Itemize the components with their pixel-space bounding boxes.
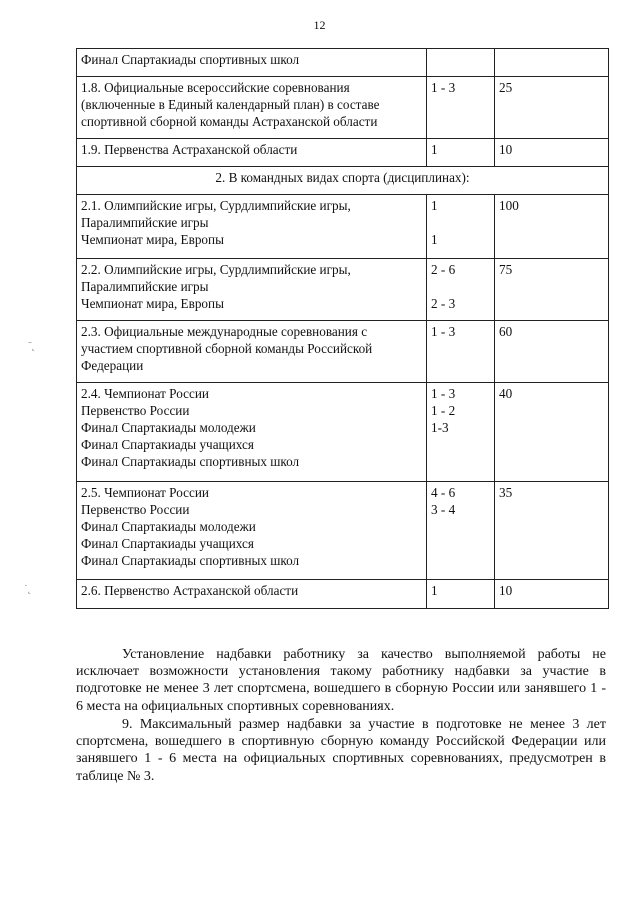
cell-line: 25 [499, 80, 513, 95]
cell-line: 1.8. Официальные всероссийские соревнования [81, 80, 350, 95]
place-cell [427, 580, 495, 609]
cell-line: 4 - 6 [431, 485, 456, 500]
cell-line: 100 [499, 198, 519, 213]
cell-line: 1 [431, 198, 438, 213]
place-cell [427, 259, 495, 321]
cell-line: Финал Спартакиады молодежи [81, 420, 256, 435]
cell-line: 60 [499, 324, 513, 339]
paragraph-2: 9. Максимальный размер надбавки за участие в подготовке не менее 3 лет спортсмена, вошедшего в спортивную сборную команду Российской Федерации или занявшего 1 - 6 места на официальных спортивных соревнованиях, предусмотрен в таблице № 3. [76, 717, 606, 784]
cell-line: Финал Спартакиады спортивных школ [81, 454, 300, 469]
place-cell [427, 139, 495, 167]
cell-line: 1.9. Первенства Астраханской области [81, 142, 298, 157]
margin-mark: ˙˛ [24, 583, 32, 595]
place-cell [427, 77, 495, 139]
cell-line: 2 - 6 [431, 262, 456, 277]
cell-line: 40 [499, 386, 513, 401]
percent-cell [495, 195, 609, 259]
cell-line: 35 [499, 485, 513, 500]
table-row [77, 49, 609, 77]
competition-cell [77, 195, 427, 259]
cell-line: 2.2. Олимпийские игры, Сурдлимпийские игры, [81, 262, 351, 277]
cell-line: Чемпионат мира, Европы [81, 296, 224, 311]
cell-line: Первенство России [81, 502, 190, 517]
cell-line: Паралимпийские игры [81, 215, 209, 230]
place-cell [427, 321, 495, 383]
place-cell [427, 482, 495, 580]
cell-line: Чемпионат мира, Европы [81, 232, 224, 247]
cell-line: 1-3 [431, 420, 449, 435]
table-row [77, 195, 609, 259]
cell-line: 1 [431, 232, 438, 247]
section-heading: 2. В командных видах спорта (дисциплинах): [77, 167, 609, 195]
percent-cell [495, 580, 609, 609]
cell-line: 10 [499, 142, 513, 157]
cell-line: 1 - 3 [431, 386, 456, 401]
cell-line: 2 - 3 [431, 296, 456, 311]
cell-line: спортивной сборной команды Астраханской области [81, 114, 378, 129]
cell-line: 75 [499, 262, 513, 277]
paragraph-1: Установление надбавки работнику за качество выполняемой работы не исключает возможности установления такому работнику надбавки за участие в подготовке не менее 3 лет спортсмена, вошедшего в сборную России или занявшего 1 - 6 места на официальных спортивных соревнованиях. [76, 647, 606, 714]
cell-line [431, 214, 490, 231]
cell-line: Финал Спартакиады молодежи [81, 519, 256, 534]
cell-line: 3 - 4 [431, 502, 456, 517]
cell-line: (включенные в Единый календарный план) в составе [81, 97, 380, 112]
place-cell [427, 383, 495, 482]
table-row [77, 383, 609, 482]
cell-line: участием спортивной сборной команды Российской [81, 341, 373, 356]
table-row [77, 139, 609, 167]
awards-table [76, 48, 609, 609]
competition-cell [77, 580, 427, 609]
competition-cell [77, 383, 427, 482]
competition-cell [77, 139, 427, 167]
table-row [77, 259, 609, 321]
cell-line: Финал Спартакиады спортивных школ [81, 52, 300, 67]
cell-line: 2.4. Чемпионат России [81, 386, 209, 401]
cell-line: 10 [499, 583, 513, 598]
place-cell [427, 195, 495, 259]
cell-line: Финал Спартакиады учащихся [81, 437, 254, 452]
cell-line: Первенство России [81, 403, 190, 418]
cell-line: Федерации [81, 358, 144, 373]
percent-cell [495, 259, 609, 321]
cell-line: 1 [431, 583, 438, 598]
margin-mark: ˜˛ [28, 340, 36, 352]
cell-line: 2.5. Чемпионат России [81, 485, 209, 500]
cell-line [431, 278, 490, 295]
cell-line: 1 - 2 [431, 403, 456, 418]
percent-cell [495, 383, 609, 482]
cell-line: Финал Спартакиады спортивных школ [81, 553, 300, 568]
percent-cell [495, 77, 609, 139]
table-row [77, 77, 609, 139]
cell-line: 2.1. Олимпийские игры, Сурдлимпийские игры, [81, 198, 351, 213]
cell-line: Паралимпийские игры [81, 279, 209, 294]
competition-cell [77, 49, 427, 77]
percent-cell [495, 49, 609, 77]
table-row [77, 321, 609, 383]
page-number: 12 [313, 18, 326, 32]
place-cell [427, 49, 495, 77]
competition-cell [77, 259, 427, 321]
table-row [77, 482, 609, 580]
table-section-row [77, 167, 609, 195]
percent-cell [495, 139, 609, 167]
competition-cell [77, 482, 427, 580]
competition-cell [77, 77, 427, 139]
competition-cell [77, 321, 427, 383]
percent-cell [495, 482, 609, 580]
cell-line: 2.6. Первенство Астраханской области [81, 583, 299, 598]
cell-line: 1 [431, 142, 438, 157]
percent-cell [495, 321, 609, 383]
table-row [77, 580, 609, 609]
cell-line: 1 - 3 [431, 80, 456, 95]
cell-line: 1 - 3 [431, 324, 456, 339]
cell-line: 2.3. Официальные международные соревнования с [81, 324, 368, 339]
cell-line: Финал Спартакиады учащихся [81, 536, 254, 551]
